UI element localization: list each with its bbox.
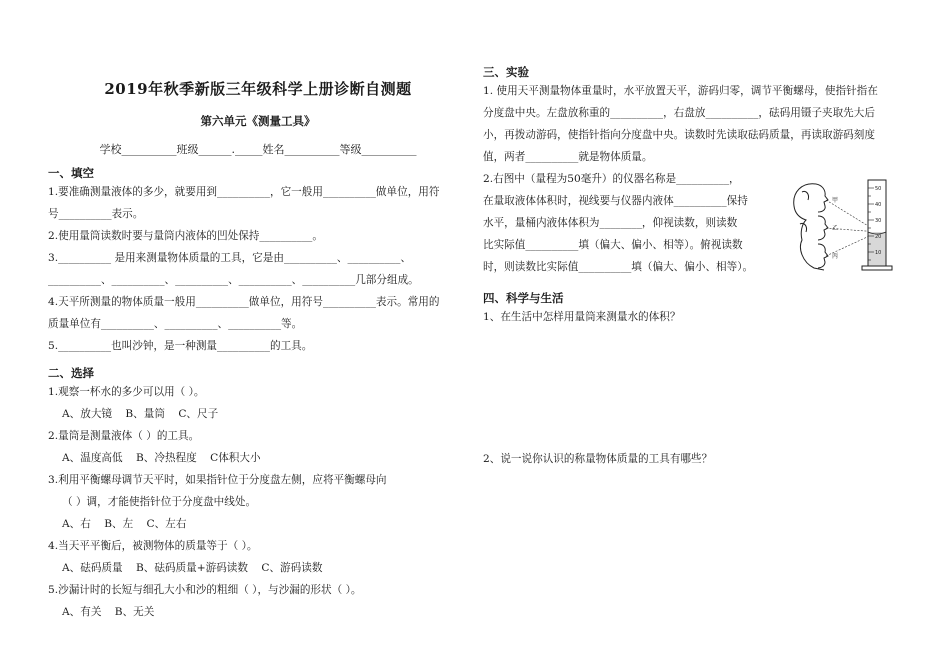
choice-options: A、右 B、左 C、左右 [62, 518, 187, 530]
experiment-line: 分度盘中央。左盘放称重的__________，右盘放__________，砝码用镊子夹取先大后 [483, 107, 875, 119]
fill-line: __________、__________、__________、__________、__________几部分组成。 [48, 274, 419, 286]
choice-question: 1.观察一杯水的多少可以用（ ）。 [48, 386, 205, 398]
experiment-line: 时，则读数比实际值__________填（偏大、偏小、相等）。 [483, 261, 754, 273]
fill-line: 号__________表示。 [48, 208, 144, 220]
experiment-line: 小，再拨动游码，使指针指向分度盘中央。读数时先读取砝码质量，再读取游码刻度 [483, 129, 875, 141]
fill-line: 质量单位有__________、__________、__________等。 [48, 318, 303, 330]
cylinder [862, 180, 892, 270]
section-life-heading: 四、科学与生活 [483, 291, 564, 305]
answer-space [483, 328, 903, 448]
choice-question: 5.沙漏计时的长短与细孔大小和沙的粗细（ ），与沙漏的形状（ ）。 [48, 584, 362, 596]
face-profiles [794, 184, 828, 270]
eye-label-jia: 甲 [832, 197, 839, 204]
experiment-line: 值，两者__________就是物体质量。 [483, 151, 653, 163]
choice-options: A、砝码质量 B、砝码质量+游码读数 C、游码读数 [62, 562, 323, 574]
section-choice-heading: 二、选择 [48, 366, 94, 380]
page-title: 2019年秋季新版三年级科学上册诊断自测题 [104, 80, 412, 98]
choice-question: 3.利用平衡螺母调节天平时，如果指针位于分度盘左侧，应将平衡螺母向 [48, 474, 387, 486]
student-info-line: 学校__________班级______._____姓名__________等级__________ [99, 143, 417, 156]
tick-label: 50 [875, 186, 882, 192]
experiment-line: 水平，量桶内液体体积为________，仰视读数，则读数 [483, 217, 738, 229]
choice-options: A、有关 B、无关 [62, 606, 155, 618]
experiment-line: 2.右图中（量程为50毫升）的仪器名称是__________， [483, 173, 740, 185]
tick-label: 10 [875, 250, 882, 256]
choice-options: A、温度高低 B、冷热程度 C体积大小 [62, 452, 261, 464]
experiment-line: 在量取液体体积时，视线要与仪器内液体__________保持 [483, 195, 748, 207]
unit-subtitle: 第六单元《测量工具》 [200, 114, 316, 128]
life-question-2: 2、说一说你认识的称量物体质量的工具有哪些？ [483, 453, 713, 465]
fill-line: 4.天平所测量的物体质量一般用__________做单位，用符号__________表示。常用的 [48, 296, 440, 308]
graduated-cylinder-figure [788, 176, 900, 276]
fill-line: 1.要准确测量液体的多少，就要用到__________，它一般用__________做单位，用符 [48, 186, 440, 198]
left-column [48, 70, 468, 623]
fill-line: 2.使用量筒读数时要与量筒内液体的凹处保持__________。 [48, 230, 323, 242]
choice-options: A、放大镜 B、量筒 C、尺子 [62, 408, 219, 420]
fill-line: 3.__________ 是用来测量物体质量的工具，它是由__________、__________、 [48, 252, 412, 264]
section-fill-heading: 一、填空 [48, 166, 94, 180]
fill-line: 5.__________也叫沙钟，是一种测量__________的工具。 [48, 340, 313, 352]
experiment-line: 1. 使用天平测量物体重量时，水平放置天平，游码归零，调节平衡螺母，使指针指在 [483, 85, 878, 97]
tick-label: 20 [875, 234, 882, 240]
tick-label: 40 [875, 202, 882, 208]
life-question-1: 1、在生活中怎样用量筒来测量水的体积？ [483, 311, 681, 323]
choice-question-cont: （ ）调，才能使指针位于分度盘中线处。 [62, 496, 257, 508]
eye-label-bing: 丙 [832, 253, 839, 260]
choice-question: 2.量筒是测量液体（ ）的工具。 [48, 430, 200, 442]
tick-label: 30 [875, 218, 882, 224]
experiment-line: 比实际值__________填（偏大、偏小、相等）。俯视读数 [483, 239, 743, 251]
section-experiment-heading: 三、实验 [483, 65, 529, 79]
eye-label-yi: 乙 [832, 225, 839, 232]
choice-question: 4.当天平平衡后，被测物体的质量等于（ ）。 [48, 540, 258, 552]
